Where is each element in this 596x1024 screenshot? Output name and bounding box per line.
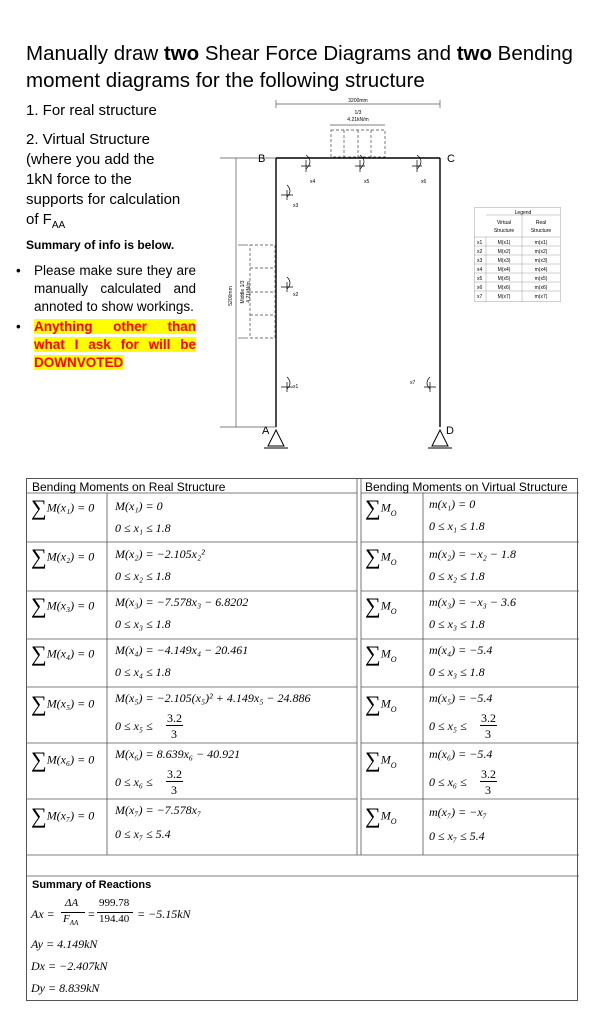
list-item-virtual: 2. Virtual Structure (where you add the 1kN force to the supports for calculation of $F_{AA}$ xyxy=(26,131,181,231)
list-item-real: 1. For real structure xyxy=(26,102,157,119)
fraction-bar xyxy=(480,725,497,726)
section-x2-label: x2 xyxy=(293,292,299,298)
svg-text:m(x1): m(x1) xyxy=(534,240,548,246)
svg-text:m(x7): m(x7) xyxy=(534,294,548,300)
bold-two-2: two xyxy=(456,42,492,65)
svg-text:M(x6): M(x6) xyxy=(497,285,511,291)
svg-text:m(x4): m(x4) xyxy=(534,267,548,273)
svg-text:M(x4): M(x4) xyxy=(497,267,511,273)
fraction-bar xyxy=(166,725,183,726)
svg-text:m(x6): m(x6) xyxy=(534,285,548,291)
svg-text:M(x1): M(x1) xyxy=(497,240,511,246)
section-x1-label: x1 xyxy=(293,384,299,390)
svg-text:Structure: Structure xyxy=(493,228,515,234)
middle-third-label: Middle 1/3 xyxy=(240,280,246,304)
svg-text:Structure: Structure xyxy=(530,228,552,234)
top-third-label: 1/3 xyxy=(354,110,362,116)
section-x7-label: x7 xyxy=(410,380,416,386)
node-d-label: D xyxy=(446,425,454,437)
summary-info-label: Summary of info is below. xyxy=(26,238,175,252)
section-x4-label: x4 xyxy=(310,179,316,185)
svg-text:M(x3): M(x3) xyxy=(497,258,511,264)
fraction-bar xyxy=(480,781,497,782)
node-b-label: B xyxy=(258,153,266,165)
svg-text:x1: x1 xyxy=(477,240,483,246)
frame-members xyxy=(276,158,440,427)
section-x5-label: x5 xyxy=(364,179,370,185)
reaction-dy: Dy = 8.839kN xyxy=(31,981,100,995)
legend-table xyxy=(474,207,564,303)
virtual-structure-header: Bending Moments on Virtual Structure xyxy=(365,480,568,494)
bullet-dot-icon: • xyxy=(16,319,21,334)
top-load-label: 4.21kN/m xyxy=(347,117,369,123)
page-title: Manually draw two Shear Force Diagrams and two Bending moment diagrams for the following structure xyxy=(26,42,573,92)
svg-text:x3: x3 xyxy=(477,258,483,264)
section-x3-label: x3 xyxy=(293,203,299,209)
svg-text:x2: x2 xyxy=(477,249,483,255)
bullet-dot-icon: • xyxy=(16,263,21,278)
bullet-item-warning: • Anything other than what I ask for will be DOWNVOTED xyxy=(16,319,196,370)
section-cut-icon xyxy=(281,155,436,392)
height-label: 5200mm xyxy=(228,286,234,306)
top-udl xyxy=(331,130,385,157)
node-c-label: C xyxy=(447,153,455,165)
node-a-label: A xyxy=(262,425,270,437)
reaction-dx: Dx = −2.407kN xyxy=(31,959,108,973)
svg-text:x5: x5 xyxy=(477,276,483,282)
svg-text:M(x7): M(x7) xyxy=(497,294,511,300)
middle-load-label: 4.21kN/m xyxy=(246,281,252,303)
svg-text:x6: x6 xyxy=(477,285,483,291)
reaction-ay: Ay = 4.149kN xyxy=(31,937,98,951)
fraction-bar xyxy=(166,781,183,782)
side-udl xyxy=(250,245,275,338)
reactions-title: Summary of Reactions xyxy=(32,879,152,891)
svg-text:Virtual: Virtual xyxy=(496,220,512,226)
svg-text:Real: Real xyxy=(535,220,547,226)
svg-text:x7: x7 xyxy=(477,294,483,300)
real-structure-header: Bending Moments on Real Structure xyxy=(32,480,226,494)
bullet-item: • Please make sure they are manually calculated and annoted to show workings. xyxy=(16,263,196,314)
svg-text:M(x2): M(x2) xyxy=(497,249,511,255)
legend-title: Legend xyxy=(514,210,532,216)
svg-text:m(x2): m(x2) xyxy=(534,249,548,255)
svg-text:M(x5): M(x5) xyxy=(497,276,511,282)
svg-text:m(x3): m(x3) xyxy=(534,258,548,264)
bold-two-1: two xyxy=(163,42,200,65)
top-span-label: 3200mm xyxy=(348,98,368,104)
bending-moment-table: Bending Moments on Real Structure Bending Moments on Virtual Structure ∑M(x₁) = 0 M(x₁) = 0 0 ≤ x₁ ≤ 1.8 ∑M(x₂) = 0 M(x₂) = −2.105x₂² 0 ≤ x₂ ≤ 1.8 ∑M(x₃) = 0 M(x₃) = −7.578x₃ − 6.8202 0 ≤ x₃ ≤ 1.8 ∑M(x₄) = 0 M(x₄) = −4.149x₄ − 20.461 0 ≤ x₄ ≤ 1.8 ∑M(x₅) = 0 M(x₅) = −2.105(x₅)² + 4.149x₅ − 24.886 0 ≤ x₅ ≤ 3.2 3 ∑M(x₆) = 0 M(x₆) = 8.639x₆ − 40.921 0 ≤ x₆ ≤ 3.2 3 ∑M(x₇) = 0 M(x₇) = −7.578x₇ 0 ≤ x₇ ≤ 5.4 $\sum M_O$ m(x₁) = 0 0 ≤ x₁ ≤ 1.8 $\sum M_O$ m(x₂) = −x₂ − 1.8 0 ≤ x₂ ≤ 1.8 $\sum M_O$ m(x₃) = −x₃ − 3.6 0 ≤ x₃ ≤ 1.8 $\sum M_O$ m(x₄) = −5.4 0 ≤ x₃ ≤ 1.8 $\sum M_O$ m(x₅) = −5.4 0 ≤ x₅ ≤ 3.2 3 $\sum M_O$ m(x₆) = −5.4 0 ≤ x₆ ≤ 3.2 3 $\sum M_O$ m(x₇) = −x₇ 0 ≤ x₇ ≤ 5.4 Summary of Reactions Ax = ΔA $F_{AA}$ = 999.78 194.40 = −5.15kN Ay = 4.149kN Dx = −2.407kN Dy = 8.839kN xyxy=(26,478,578,1001)
svg-text:m(x5): m(x5) xyxy=(534,276,548,282)
section-x6-label: x6 xyxy=(421,179,427,185)
svg-text:x4: x4 xyxy=(477,267,483,273)
